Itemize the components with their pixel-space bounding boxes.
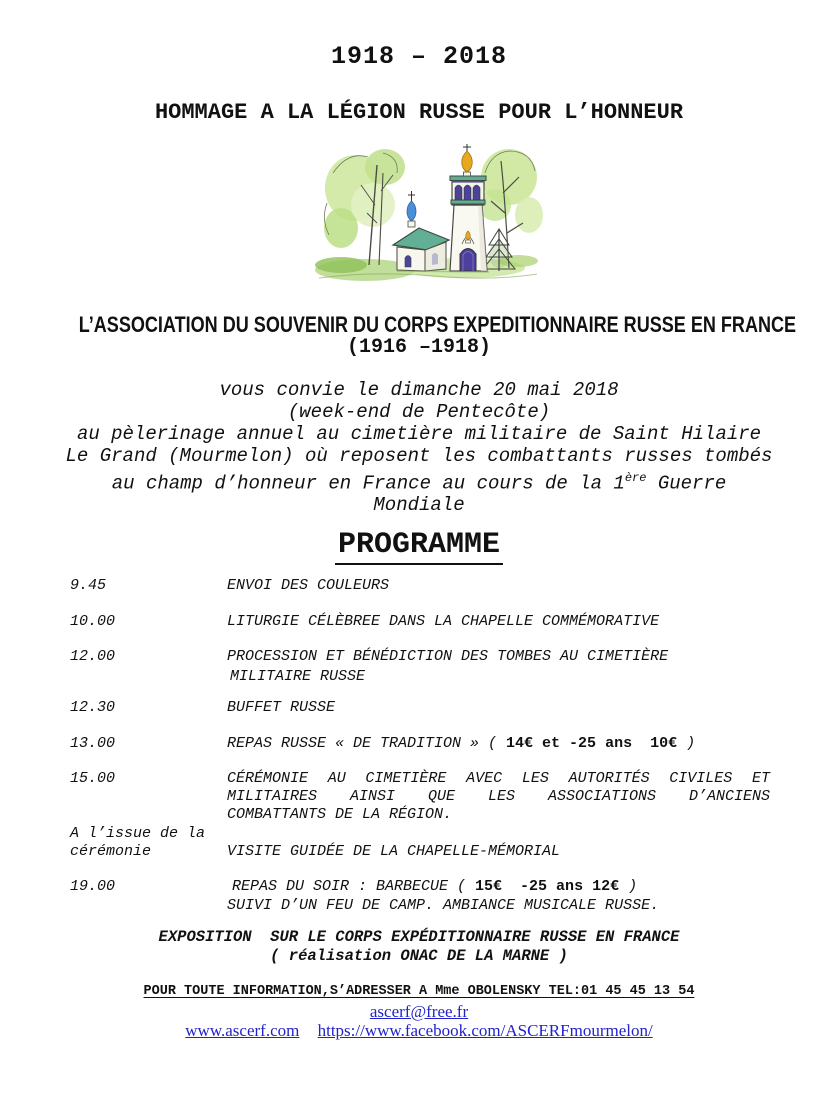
church-illustration: [313, 143, 543, 287]
event-description: LITURGIE CÉLÈBREE DANS LA CHAPELLE COMMÉMORATIVE: [227, 613, 660, 630]
invitation-line: vous convie le dimanche 20 mai 2018: [219, 379, 619, 401]
programme-row: [0, 576, 838, 595]
time-label: 15.00: [70, 770, 116, 787]
ordinal-superscript: ère: [624, 471, 647, 485]
programme-row: [0, 734, 838, 753]
invitation-line: Le Grand (Mourmelon) où reposent les combattants russes tombés: [65, 445, 773, 467]
time-label: A l’issue de la cérémonie: [70, 825, 206, 860]
website-link[interactable]: www.ascerf.com: [185, 1021, 300, 1040]
event-description: PROCESSION ET BÉNÉDICTION DES TOMBES AU CIMETIÈRE MILITAIRE RUSSE: [227, 648, 669, 685]
invitation-paragraph: [0, 379, 838, 516]
association-years: (1916 –1918): [346, 336, 492, 359]
programme-heading: PROGRAMME: [0, 528, 838, 565]
facebook-link[interactable]: https://www.facebook.com/ASCERFmourmelon/: [317, 1021, 653, 1040]
event-description: VISITE GUIDÉE DE LA CHAPELLE-MÉMORIAL: [227, 843, 561, 860]
programme-row: [0, 770, 838, 824]
invitation-line: au pèlerinage annuel au cimetière militaire de Saint Hilaire: [76, 423, 762, 445]
time-label: 13.00: [70, 735, 116, 752]
contact-info: POUR TOUTE INFORMATION,S’ADRESSER A Mme OBOLENSKY TEL:01 45 45 13 54: [143, 984, 695, 999]
invitation-line: au champ d’honneur en France au cours de la 1ère Guerre: [111, 471, 727, 495]
main-title: HOMMAGE A LA LÉGION RUSSE POUR L’HONNEUR: [154, 100, 684, 125]
event-description: CÉRÉMONIE AU CIMETIÈRE AVEC LES AUTORITÉS CIVILES ET MILITAIRES AINSI QUE LES ASSOCIATIONS D’ANCIENS COMBATTANTS DE LA RÉGION.: [227, 770, 770, 823]
price-text: 14€ et -25 ans 10€: [506, 735, 678, 752]
event-description: REPAS DU SOIR : BARBECUE ( 15€ -25 ans 12€ ) SUIVI D’UN FEU DE CAMP. AMBIANCE MUSICALE RUSSE.: [227, 878, 660, 914]
event-description: ENVOI DES COULEURS: [227, 577, 390, 594]
programme-row: [0, 698, 838, 717]
exposition-note: EXPOSITION SUR LE CORPS EXPÉDITIONNAIRE RUSSE EN FRANCE ( réalisation ONAC DE LA MARNE ): [158, 928, 680, 965]
time-label: 12.00: [70, 648, 116, 665]
time-label: 10.00: [70, 613, 116, 630]
programme-row: [0, 825, 838, 861]
time-label: 9.45: [70, 577, 107, 594]
years-heading: 1918 – 2018: [330, 42, 508, 71]
email-row: [0, 1002, 838, 1022]
programme-row: [0, 612, 838, 631]
time-label: 12.30: [70, 699, 116, 716]
price-text: 15€ -25 ans 12€: [475, 878, 620, 895]
programme-row: [0, 647, 838, 687]
association-name: L’ASSOCIATION DU SOUVENIR DU CORPS EXPEDITIONNAIRE RUSSE EN FRANCE: [78, 312, 797, 337]
event-description: REPAS RUSSE « DE TRADITION » ( 14€ et -25 ans 10€ ): [227, 735, 696, 752]
email-link[interactable]: ascerf@free.fr: [369, 1002, 469, 1021]
programme-row: [0, 877, 838, 915]
links-row: [0, 1021, 838, 1041]
invitation-line: (week-end de Pentecôte): [287, 401, 551, 423]
time-label: 19.00: [70, 878, 116, 895]
event-description: BUFFET RUSSE: [227, 699, 336, 716]
invitation-line: Mondiale: [373, 494, 465, 517]
